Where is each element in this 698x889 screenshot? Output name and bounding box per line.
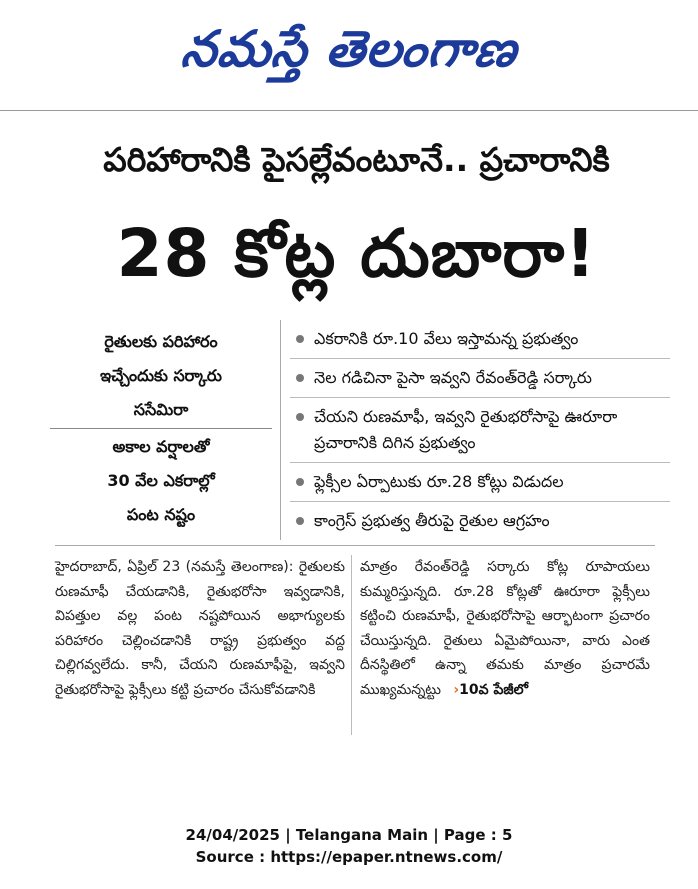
headline-kicker: పరిహారానికి పైసల్లేవంటూనే.. ప్రచారానికి — [103, 140, 610, 179]
sidebar-line: అకాల వర్షాలతో — [112, 437, 210, 456]
source-footer — [0, 824, 698, 868]
highlight-text: ఎకరానికి రూ.10 వేలు ఇస్తామన్న ప్రభుత్వం — [314, 329, 579, 348]
highlight-item — [290, 502, 670, 540]
highlight-text: నెల గడిచినా పైసా ఇవ్వని రేవంత్‌రెడ్డి సర్కారు — [314, 368, 592, 387]
highlight-text: చేయని రుణమాఫీ, ఇవ్వని రైతుభరోసాపై ఊరూరా ప్రచారానికి దిగిన ప్రభుత్వం — [314, 407, 618, 452]
article-column-right — [360, 555, 650, 702]
bullet-icon — [296, 335, 304, 343]
headline-main: 28 కోట్ల దుబారా! — [116, 215, 597, 292]
highlight-text: కాంగ్రెస్ ప్రభుత్వ తీరుపై రైతుల ఆగ్రహం — [314, 511, 550, 530]
footer-source-line: Source : https://epaper.ntnews.com/ — [195, 848, 503, 866]
highlights-list — [290, 320, 670, 540]
news-clipping — [40, 130, 673, 760]
column-divider — [351, 555, 352, 735]
highlight-item — [290, 463, 670, 502]
sidebar-line: రైతులకు పరిహారం — [104, 332, 218, 351]
footer-date-line: 24/04/2025 | Telangana Main | Page : 5 — [185, 826, 513, 844]
sidebar-box-2 — [50, 430, 272, 532]
article-text: మాత్రం రేవంత్‌రెడ్డి సర్కారు కోట్ల రూపాయలు కుమ్మరిస్తున్నది. రూ.28 కోట్లతో ఊరూరా ఫ్లెక్సీలు కట్టించి రుణమాఫీ, రైతుభరోసాపై ఆర్భాటంగా ప్రచారం చేయిస్తున్నది. రైతులు ఏమైపోయినా, వారు ఎంత దీనస్థితిలో ఉన్నా తమకు మాత్రం ప్రచారమే ముఖ్యమన్నట్టు — [360, 559, 650, 698]
bullet-icon — [296, 517, 304, 525]
highlight-item — [290, 320, 670, 359]
column-divider — [280, 320, 281, 540]
article-text: హైదరాబాద్, ఏప్రిల్ 23 (నమస్తే తెలంగాణ): రైతులకు రుణమాఫీ చేయడానికి, రైతుభరోసా ఇవ్వడానికి, విపత్తుల వల్ల పంట నష్టపోయిన అభాగ్యులకు పరిహారం చెల్లించడానికి రాష్ట్ర ప్రభుత్వం వద్ద చిల్లిగవ్వలేదు. కానీ, చేయని రుణమాఫీపై, ఇవ్వని రైతుభరోసాపై ఫ్లెక్సీలు కట్టి ప్రచారం చేసుకోవడానికి — [55, 559, 345, 698]
article-column-left — [55, 555, 345, 702]
highlight-text: ఫ్లెక్సీల ఏర్పాటుకు రూ.28 కోట్లు విడుదల — [314, 472, 564, 491]
bullet-icon — [296, 413, 304, 421]
highlight-item — [290, 398, 670, 463]
sidebar-line: ఇచ్చేందుకు సర్కారు — [100, 366, 222, 385]
masthead — [0, 0, 698, 110]
sidebar-line: 30 వేల ఎకరాల్లో — [107, 471, 215, 490]
continued-link[interactable] — [453, 682, 528, 698]
bullet-icon — [296, 374, 304, 382]
continued-label: 10వ పేజీలో — [459, 681, 529, 698]
chevron-right-icon: › — [453, 681, 460, 698]
bullet-icon — [296, 478, 304, 486]
masthead-rule — [0, 110, 698, 111]
masthead-title: నమస్తే తెలంగాణ — [178, 19, 521, 78]
sidebar-line: పంట నష్టం — [126, 505, 196, 524]
highlight-item — [290, 359, 670, 398]
sidebar-box-1 — [50, 325, 272, 427]
sidebar-line: ససేమిరా — [133, 400, 189, 419]
body-rule — [55, 545, 655, 546]
sidebar-divider — [50, 428, 272, 429]
